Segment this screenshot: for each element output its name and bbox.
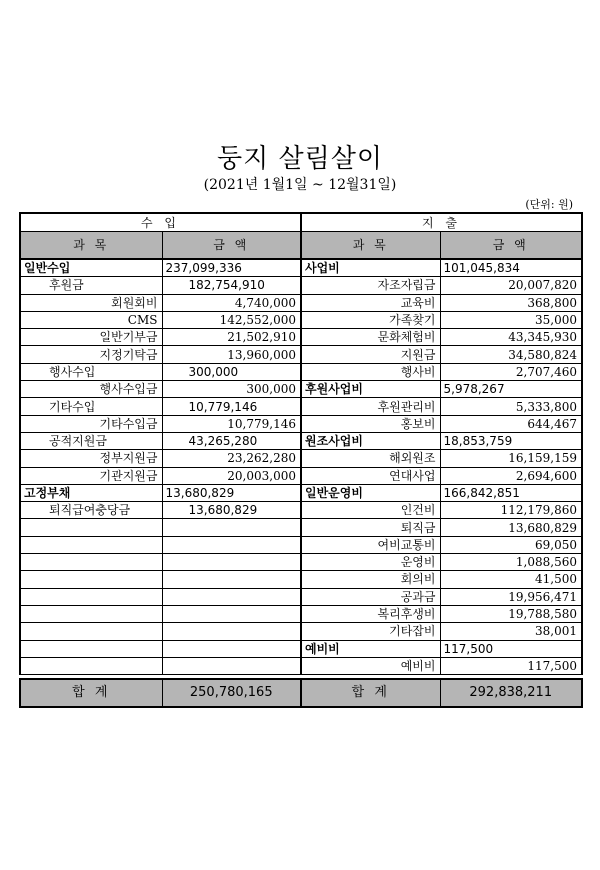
income-category-header: 과 목 bbox=[20, 232, 162, 260]
expense-category: 홍보비 bbox=[301, 415, 440, 432]
expense-category: 공과금 bbox=[301, 588, 440, 605]
table-row bbox=[20, 554, 582, 571]
expense-total-label: 합 계 bbox=[301, 679, 440, 707]
income-category bbox=[20, 640, 162, 657]
table-row bbox=[20, 432, 582, 449]
expense-amount: 16,159,159 bbox=[440, 450, 582, 467]
income-amount bbox=[162, 536, 301, 553]
income-amount: 23,262,280 bbox=[162, 450, 301, 467]
table-row bbox=[20, 277, 582, 294]
expense-category: 해외원조 bbox=[301, 450, 440, 467]
table-row bbox=[20, 450, 582, 467]
income-category: 기타수입금 bbox=[20, 415, 162, 432]
income-category: 공적지원금 bbox=[20, 432, 162, 449]
table-row bbox=[20, 640, 582, 657]
income-amount bbox=[162, 519, 301, 536]
income-category: 지정기탁금 bbox=[20, 346, 162, 363]
column-header-row bbox=[20, 232, 582, 260]
budget-table bbox=[19, 212, 583, 708]
income-amount: 142,552,000 bbox=[162, 311, 301, 328]
expense-category: 일반운영비 bbox=[301, 484, 440, 501]
income-category bbox=[20, 657, 162, 674]
income-category bbox=[20, 605, 162, 622]
expense-amount: 19,956,471 bbox=[440, 588, 582, 605]
income-amount: 10,779,146 bbox=[162, 398, 301, 415]
expense-category: 예비비 bbox=[301, 640, 440, 657]
income-category: 고정부채 bbox=[20, 484, 162, 501]
expense-category: 원조사업비 bbox=[301, 432, 440, 449]
expense-amount: 112,179,860 bbox=[440, 502, 582, 519]
expense-total-amount: 292,838,211 bbox=[440, 679, 582, 707]
expense-category: 문화체험비 bbox=[301, 329, 440, 346]
income-amount bbox=[162, 571, 301, 588]
expense-amount: 2,707,460 bbox=[440, 363, 582, 380]
table-row bbox=[20, 605, 582, 622]
expense-category: 후원관리비 bbox=[301, 398, 440, 415]
expense-amount: 69,050 bbox=[440, 536, 582, 553]
expense-category: 기타잡비 bbox=[301, 623, 440, 640]
income-amount: 13,680,829 bbox=[162, 502, 301, 519]
table-row bbox=[20, 588, 582, 605]
income-amount bbox=[162, 623, 301, 640]
expense-category-header: 과 목 bbox=[301, 232, 440, 260]
table-row bbox=[20, 502, 582, 519]
income-amount: 20,003,000 bbox=[162, 467, 301, 484]
expense-amount: 35,000 bbox=[440, 311, 582, 328]
expense-category: 행사비 bbox=[301, 363, 440, 380]
income-amount: 13,960,000 bbox=[162, 346, 301, 363]
income-amount bbox=[162, 640, 301, 657]
expense-amount: 38,001 bbox=[440, 623, 582, 640]
expense-amount: 117,500 bbox=[440, 640, 582, 657]
unit-note: (단위: 원) bbox=[525, 198, 573, 211]
expense-amount: 101,045,834 bbox=[440, 259, 582, 277]
income-amount: 237,099,336 bbox=[162, 259, 301, 277]
period: (2021년 1월1일 ~ 12월31일) bbox=[203, 177, 397, 193]
table-row bbox=[20, 381, 582, 398]
income-category bbox=[20, 554, 162, 571]
expense-amount: 1,088,560 bbox=[440, 554, 582, 571]
expense-category: 회의비 bbox=[301, 571, 440, 588]
table-row bbox=[20, 519, 582, 536]
table-row bbox=[20, 363, 582, 380]
income-total-label: 합 계 bbox=[20, 679, 162, 707]
income-amount-header: 금 액 bbox=[162, 232, 301, 260]
expense-category: 가족찾기 bbox=[301, 311, 440, 328]
expense-amount: 2,694,600 bbox=[440, 467, 582, 484]
expense-amount: 43,345,930 bbox=[440, 329, 582, 346]
expense-amount: 166,842,851 bbox=[440, 484, 582, 501]
income-amount bbox=[162, 588, 301, 605]
expense-amount-header: 금 액 bbox=[440, 232, 582, 260]
income-category bbox=[20, 519, 162, 536]
income-category: 행사수입금 bbox=[20, 381, 162, 398]
table-row bbox=[20, 398, 582, 415]
expense-amount: 5,978,267 bbox=[440, 381, 582, 398]
table-row bbox=[20, 657, 582, 674]
table-row bbox=[20, 329, 582, 346]
section-header-row bbox=[20, 213, 582, 232]
expense-category: 후원사업비 bbox=[301, 381, 440, 398]
expense-amount: 19,788,580 bbox=[440, 605, 582, 622]
income-category bbox=[20, 623, 162, 640]
expense-category: 여비교통비 bbox=[301, 536, 440, 553]
income-amount: 182,754,910 bbox=[162, 277, 301, 294]
expense-category: 연대사업 bbox=[301, 467, 440, 484]
expense-category: 복리후생비 bbox=[301, 605, 440, 622]
table-row bbox=[20, 484, 582, 501]
expense-category: 인건비 bbox=[301, 502, 440, 519]
table-row bbox=[20, 311, 582, 328]
expense-category: 지원금 bbox=[301, 346, 440, 363]
expense-amount: 18,853,759 bbox=[440, 432, 582, 449]
document-title: 둥지 살림살이 bbox=[217, 144, 383, 174]
table-row bbox=[20, 259, 582, 277]
income-amount: 4,740,000 bbox=[162, 294, 301, 311]
income-category: 일반수입 bbox=[20, 259, 162, 277]
total-row bbox=[20, 679, 582, 707]
income-amount: 13,680,829 bbox=[162, 484, 301, 501]
expense-amount: 368,800 bbox=[440, 294, 582, 311]
expense-amount: 117,500 bbox=[440, 657, 582, 674]
expense-amount: 13,680,829 bbox=[440, 519, 582, 536]
income-section-label: 수 입 bbox=[20, 213, 301, 232]
income-amount: 10,779,146 bbox=[162, 415, 301, 432]
table-row bbox=[20, 294, 582, 311]
expense-section-label: 지 출 bbox=[301, 213, 582, 232]
income-amount: 300,000 bbox=[162, 381, 301, 398]
expense-category: 운영비 bbox=[301, 554, 440, 571]
table-row bbox=[20, 536, 582, 553]
income-category: CMS bbox=[20, 311, 162, 328]
expense-category: 퇴직금 bbox=[301, 519, 440, 536]
income-category bbox=[20, 536, 162, 553]
income-category bbox=[20, 588, 162, 605]
income-amount bbox=[162, 605, 301, 622]
table-row bbox=[20, 467, 582, 484]
income-category: 퇴직급여충당금 bbox=[20, 502, 162, 519]
income-category: 일반기부금 bbox=[20, 329, 162, 346]
income-amount bbox=[162, 554, 301, 571]
table-row bbox=[20, 623, 582, 640]
expense-category: 자조자립금 bbox=[301, 277, 440, 294]
expense-category: 예비비 bbox=[301, 657, 440, 674]
table-row bbox=[20, 346, 582, 363]
income-amount: 21,502,910 bbox=[162, 329, 301, 346]
income-category bbox=[20, 571, 162, 588]
income-total-amount: 250,780,165 bbox=[162, 679, 301, 707]
expense-amount: 34,580,824 bbox=[440, 346, 582, 363]
expense-amount: 20,007,820 bbox=[440, 277, 582, 294]
expense-amount: 644,467 bbox=[440, 415, 582, 432]
income-amount: 300,000 bbox=[162, 363, 301, 380]
expense-category: 사업비 bbox=[301, 259, 440, 277]
income-category: 기관지원금 bbox=[20, 467, 162, 484]
table-row bbox=[20, 415, 582, 432]
table-row bbox=[20, 571, 582, 588]
income-category: 후원금 bbox=[20, 277, 162, 294]
income-category: 행사수입 bbox=[20, 363, 162, 380]
expense-category: 교육비 bbox=[301, 294, 440, 311]
income-category: 기타수입 bbox=[20, 398, 162, 415]
income-amount bbox=[162, 657, 301, 674]
expense-amount: 5,333,800 bbox=[440, 398, 582, 415]
expense-amount: 41,500 bbox=[440, 571, 582, 588]
income-category: 정부지원금 bbox=[20, 450, 162, 467]
income-amount: 43,265,280 bbox=[162, 432, 301, 449]
income-category: 회원회비 bbox=[20, 294, 162, 311]
